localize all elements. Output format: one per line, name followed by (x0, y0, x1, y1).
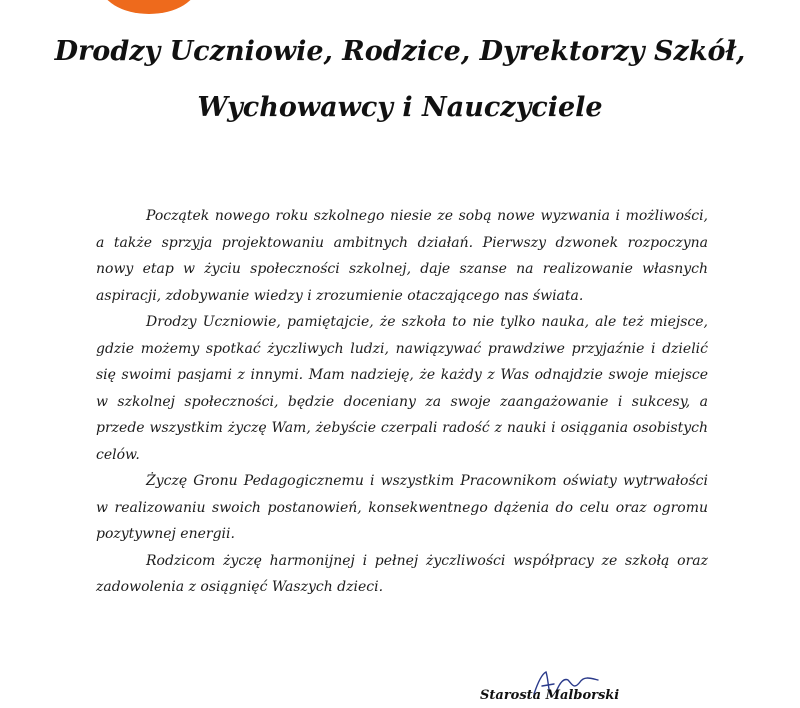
letter-title-line-1: Drodzy Uczniowie, Rodzice, Dyrektorzy Szkół, (54, 36, 746, 67)
paragraph-3: Życzę Gronu Pedagogicznemu i wszystkim Pracownikom oświaty wytrwałości w realizowaniu swoich postanowień, konsekwentnego dążenia do celu oraz ogromu pozytywnej energii. (96, 473, 708, 542)
letter-title-line-2: Wychowawcy i Nauczyciele (197, 92, 603, 123)
signature-block (478, 668, 638, 708)
paragraph-2: Drodzy Uczniowie, pamiętajcie, że szkoła to nie tylko nauka, ale też miejsce, gdzie możemy spotkać życzliwych ludzi, nawiązywać prawdziwe przyjaźnie i dzielić się swoimi pasjami z innymi. Mam nadzieję, że każdy z Was odnajdzie swoje miejsce w szkolnej społeczności, będzie doceniany za swoje zaangażowanie i sukcesy, a przede wszystkim życzę Wam, żebyście czerpali radość z nauki i osiągania osobistych celów. (96, 314, 708, 463)
emblem-logo (100, 0, 198, 14)
signature-text: Starosta Malborski (480, 688, 620, 703)
paragraph-4: Rodzicom życzę harmonijnej i pełnej życzliwości współpracy ze szkołą oraz zadowolenia z osiągnięć Waszych dzieci. (96, 552, 708, 595)
letter-body (96, 203, 708, 601)
paragraph-1: Początek nowego roku szkolnego niesie ze sobą nowe wyzwania i możliwości, a także sprzyja projektowaniu ambitnych działań. Pierwszy dzwonek rozpoczyna nowy etap w życiu społeczności szkolnej, daje szanse na realizowanie własnych aspiracji, zdobywanie wiedzy i zrozumienie otaczającego nas świata. (96, 208, 708, 304)
